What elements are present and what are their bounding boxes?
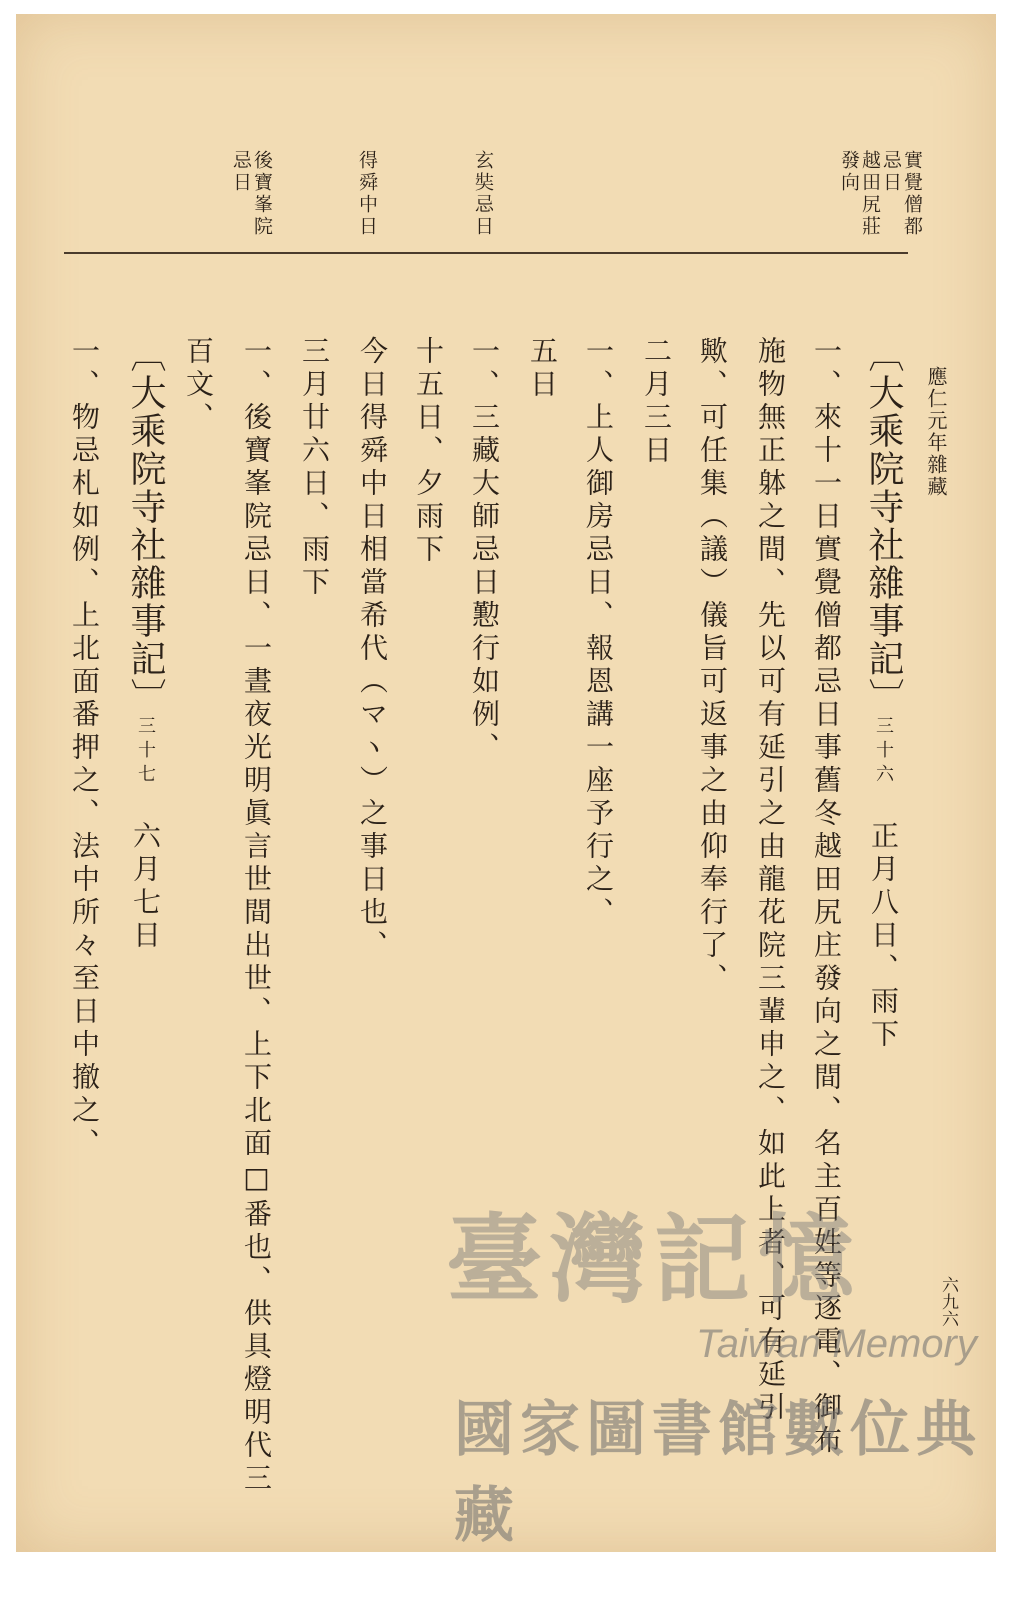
text-column: 施物無正躰之間、先以可有延引之由龍花院三輩申之、如此上者、可有延引	[754, 336, 787, 1425]
note-line: 實覺僧都	[901, 150, 923, 238]
date-heading: 六月七日	[129, 821, 162, 953]
margin-note-1	[838, 150, 922, 238]
date-heading: 正月八日、雨下	[867, 821, 900, 1052]
note-line: 發向	[838, 150, 860, 194]
source-title: 〔大乘院寺社雜事記〕	[125, 336, 166, 716]
book-title-header: 應仁元年雜藏	[924, 366, 948, 498]
volume-number: 三十七	[135, 716, 156, 788]
text-column: 三月廿六日、雨下	[298, 336, 331, 600]
watermark-english: Taiwan Memory	[696, 1322, 977, 1366]
margin-note-2	[472, 150, 493, 238]
watermark-library: 國家圖書館數位典藏	[454, 1396, 982, 1549]
note-line: 忌日	[230, 150, 252, 194]
text-column: 二月三日	[640, 336, 673, 468]
header-rule	[64, 252, 908, 254]
note-line: 得舜中日	[356, 150, 378, 238]
note-line: 忌日	[880, 150, 902, 194]
text-column: 十五日、夕雨下	[412, 336, 445, 567]
text-column: 五日	[526, 336, 559, 402]
note-line: 越田尻莊	[859, 150, 881, 238]
source-title: 〔大乘院寺社雜事記〕	[863, 336, 904, 716]
margin-note-4	[230, 150, 272, 238]
watermark-logo: 臺灣記憶	[446, 1203, 862, 1316]
note-line: 後寶峯院	[251, 150, 273, 238]
text-column: 一、後寶峯院忌日、一晝夜光明眞言世間出世、上下北面□番也、供具燈明代三	[240, 336, 273, 1496]
text-column: 一、上人御房忌日、報恩講一座予行之、	[582, 336, 615, 930]
text-column: 歟、可任集（議）儀旨可返事之由仰奉行了、	[696, 336, 729, 996]
note-line: 玄奘忌日	[472, 150, 494, 238]
text-column	[120, 336, 171, 953]
text-column: 今日得舜中日相當希代（マヽ）之事日也、	[356, 336, 389, 963]
text-column: 百文、	[182, 336, 215, 435]
text-column: 一、物忌札如例、上北面番押之、法中所々至日中撤之、	[68, 336, 101, 1161]
margin-note-3	[356, 150, 377, 238]
text-column: 一、來十一日實覺僧都忌日事舊冬越田尻庄發向之間、名主百姓等逐電、御布	[810, 336, 843, 1458]
document-page	[16, 14, 996, 1552]
page-number: 六九六	[938, 1276, 958, 1327]
text-column	[858, 336, 909, 1052]
volume-number: 三十六	[873, 716, 894, 788]
text-column: 一、三藏大師忌日懃行如例、	[468, 336, 501, 765]
